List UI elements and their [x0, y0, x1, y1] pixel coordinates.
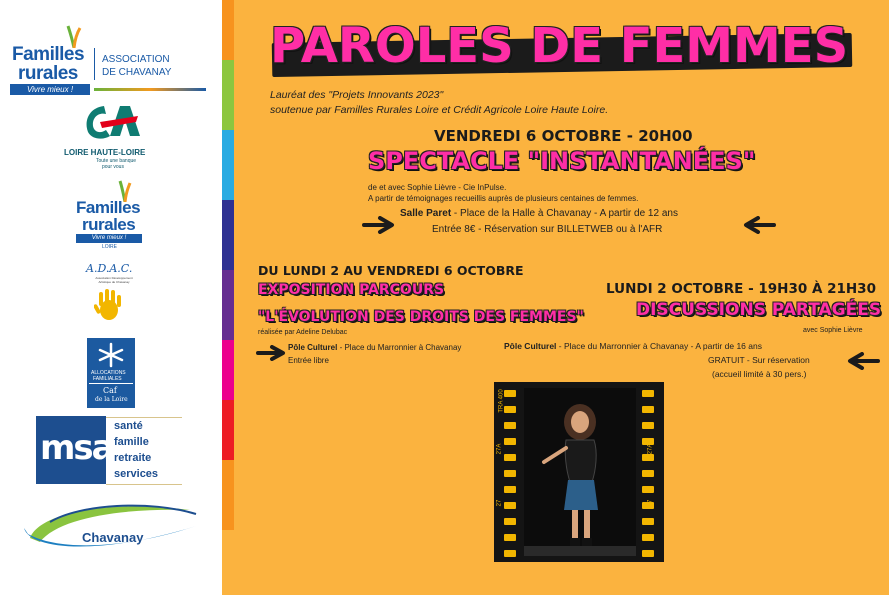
colorful-edge-ribbon	[222, 0, 238, 595]
ca-line1: LOIRE HAUTE-LOIRE	[64, 148, 146, 157]
msa-letters: msa	[40, 428, 113, 468]
familles-rurales-loire-logo	[74, 180, 154, 250]
ca-line3: pour vous	[102, 164, 124, 170]
event1-credit1: de et avec Sophie Lièvre - Cie InPulse.	[368, 183, 507, 192]
msa-item: santé	[114, 420, 143, 432]
msa-item: famille	[114, 436, 149, 448]
film-label: 27	[647, 499, 654, 507]
film-label: TRA 400	[498, 389, 505, 413]
event3-limit: (accueil limité à 30 pers.)	[712, 369, 807, 379]
event1-date: VENDREDI 6 OCTOBRE - 20H00	[434, 127, 693, 145]
laureate-line1: Lauréat des "Projets Innovants 2023"	[270, 89, 444, 101]
association-line1: ASSOCIATION	[102, 54, 170, 65]
fr2-word2: rurales	[82, 215, 136, 234]
chavanay-swoosh-icon	[20, 498, 200, 558]
familles-rurales-chavanay-logo	[10, 24, 210, 96]
ca-line2: Toute une banque	[96, 158, 137, 164]
event2-venue-name: Pôle Culturel	[288, 343, 338, 352]
event2-kind: EXPOSITION PARCOURS	[258, 282, 445, 298]
laureate-line2: soutenue par Familles Rurales Loire et Crédit Agricole Loire Haute Loire.	[270, 104, 609, 116]
caf-logo	[87, 338, 135, 408]
logo-underline	[94, 88, 206, 91]
event3-date: LUNDI 2 OCTOBRE - 19H30 À 21H30	[606, 281, 876, 297]
event2-date: DU LUNDI 2 AU VENDREDI 6 OCTOBRE	[258, 263, 524, 278]
event3-title: DISCUSSIONS PARTAGÉES	[636, 300, 882, 320]
msa-item: services	[114, 468, 159, 480]
snowflake-icon	[97, 342, 125, 368]
msa-logo	[36, 416, 186, 484]
event1-credit2: A partir de témoignages recueillis auprès de plusieurs centaines de femmes.	[368, 194, 639, 203]
event3-venue-details: - Place du Marronnier à Chavanay - A partir de 16 ans	[556, 341, 762, 351]
left-arrow-icon	[842, 352, 880, 370]
left-arrow-icon	[738, 216, 776, 234]
film-label: 27A	[647, 443, 654, 455]
event2-venue-details: - Place du Marronnier à Chavanay	[337, 343, 462, 352]
film-label: 27A	[496, 443, 503, 455]
msa-list	[106, 417, 182, 485]
event2-title: "L'ÉVOLUTION DES DROITS DES FEMMES"	[258, 309, 584, 325]
event3-venue-name: Pôle Culturel	[504, 341, 557, 351]
caf-divider	[89, 383, 133, 384]
event3-credit: avec Sophie Lièvre	[803, 327, 863, 334]
event3-price: GRATUIT - Sur réservation	[708, 355, 810, 365]
adac-title: A.D.A.C.	[86, 262, 133, 275]
caf-line1: ALLOCATIONS	[91, 370, 126, 376]
fr2-region: LOIRE	[102, 244, 118, 250]
event-poster	[222, 0, 889, 595]
poster-title: PAROLES DE FEMMES	[270, 18, 849, 74]
fr-logo-word2: rurales	[18, 63, 78, 84]
film-strip-graphic	[494, 382, 664, 562]
fr-logo-tagline: Vivre mieux !	[10, 84, 90, 95]
caf-line2: FAMILIALES	[93, 376, 122, 382]
event1-venue	[400, 208, 678, 219]
fr2-tagline: Vivre mieux !	[76, 234, 142, 243]
sponsor-sidebar	[0, 0, 222, 595]
credit-agricole-icon	[80, 102, 142, 142]
right-arrow-icon	[256, 345, 290, 361]
fr-logo-word1: Familles	[12, 44, 85, 65]
event3-venue	[504, 341, 762, 351]
msa-item: retraite	[114, 452, 152, 464]
chavanay-name: Chavanay	[82, 530, 144, 545]
event1-venue-details: - Place de la Halle à Chavanay - A partir de 12 ans	[451, 208, 678, 219]
caf-line4: de la Loire	[95, 396, 128, 403]
hand-print-icon	[94, 288, 124, 322]
logo-divider	[94, 48, 95, 80]
right-arrow-icon	[362, 216, 400, 234]
film-label: 27	[496, 499, 503, 507]
msa-block	[36, 416, 113, 484]
adac-logo	[80, 258, 146, 330]
credit-agricole-logo	[52, 100, 172, 172]
fr2-word1: Familles	[76, 198, 141, 217]
event1-price: Entrée 8€ - Réservation sur BILLETWEB ou à l'AFR	[432, 224, 663, 235]
fr-logo-leaves-icon	[66, 24, 82, 48]
event1-venue-name: Salle Paret	[400, 208, 452, 219]
event2-entry: Entrée libre	[288, 356, 329, 365]
event1-title: SPECTACLE "INSTANTANÉES"	[368, 147, 756, 175]
film-strip-photo	[494, 382, 664, 562]
caf-line3: Caf	[103, 386, 117, 395]
association-line2: DE CHAVANAY	[102, 67, 172, 78]
adac-sub: Association Développement Artistique de Chavanay	[95, 276, 133, 284]
event2-venue	[288, 343, 461, 352]
chavanay-logo	[20, 498, 200, 558]
event2-credit: réalisée par Adeline Delubac	[258, 329, 348, 336]
